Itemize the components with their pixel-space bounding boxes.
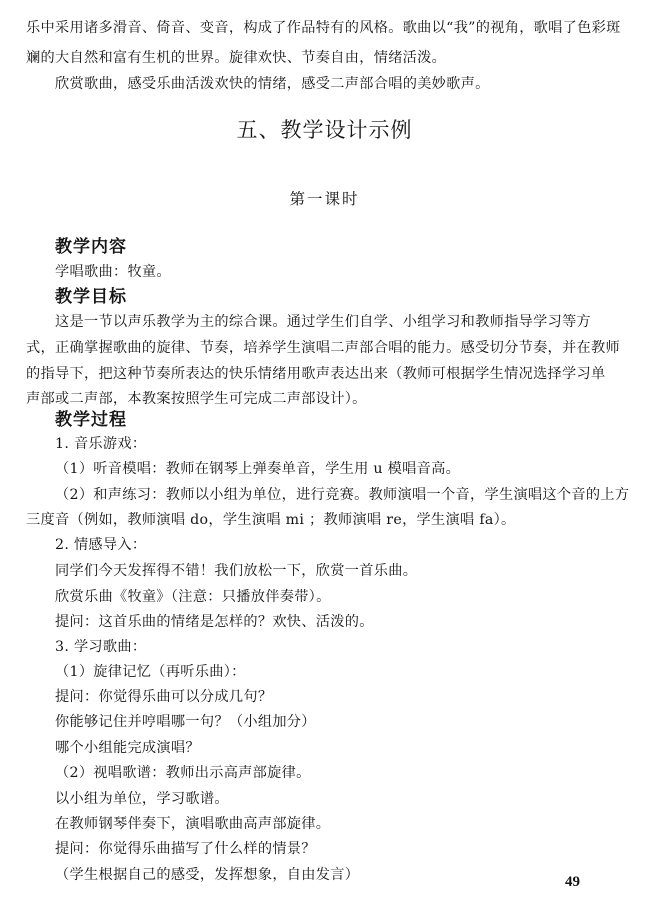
process-line-1: 1. 音乐游戏： [55,436,147,452]
process-line-9: 3. 学习歌曲： [55,639,147,655]
process-line-10: （1）旋律记忆（再听乐曲）： [55,664,246,680]
process-line-12: 你能够记住并哼唱哪一句？（小组加分） [55,714,316,730]
process-line-8: 提问：这首乐曲的情绪是怎样的？欢快、活泼的。 [55,614,374,630]
process-line-18: （学生根据自己的感受，发挥想象，自由发言） [55,867,360,883]
goals-line-4: 声部或二声部，本教案按照学生可完成二声部设计）。 [26,391,367,407]
process-line-5: 2. 情感导入： [55,537,147,553]
process-heading: 教学过程 [55,410,127,430]
process-line-17: 提问：你觉得乐曲描写了什么样的情景？ [55,841,316,857]
goals-heading: 教学目标 [55,287,127,307]
intro-line-3: 欣赏歌曲，感受乐曲活泼欢快的情绪，感受二声部合唱的美妙歌声。 [55,76,490,92]
intro-line-2: 斓的大自然和富有生机的世界。旋律欢快、节奏自由，情绪活泼。 [26,50,447,66]
process-line-15: 以小组为单位，学习歌谱。 [55,791,229,807]
goals-line-2: 式，正确掌握歌曲的旋律、节奏，培养学生演唱二声部合唱的能力。感受切分节奏，并在教师 [26,340,620,356]
page-number: 49 [565,874,580,890]
section-title: 五、教学设计示例 [236,118,413,142]
process-line-14: （2）视唱歌谱：教师出示高声部旋律。 [55,765,311,781]
process-line-4: 三度音（例如，教师演唱 do，学生演唱 mi ；教师演唱 re，学生演唱 fa）。 [26,512,516,528]
process-line-2: （1）听音模唱：教师在钢琴上弹奏单音，学生用 u 模唱音高。 [55,461,461,477]
process-line-7: 欣赏乐曲《牧童》（注意：只播放伴奏带）。 [55,589,331,605]
process-line-13: 哪个小组能完成演唱？ [55,740,200,756]
process-line-16: 在教师钢琴伴奏下，演唱歌曲高声部旋律。 [55,816,331,832]
goals-line-3: 的指导下，把这种节奏所表达的快乐情绪用歌声表达出来（教师可根据学生情况选择学习单 [26,366,606,382]
lesson-title: 第一课时 [289,190,360,208]
intro-line-1: 乐中采用诸多滑音、倚音、变音，构成了作品特有的风格。歌曲以“我”的视角，歌唱了色彩斑 [26,20,621,36]
process-line-6: 同学们今天发挥得不错！我们放松一下，欣赏一首乐曲。 [55,563,418,579]
goals-line-1: 这是一节以声乐教学为主的综合课。通过学生们自学、小组学习和教师指导学习等方 [55,314,592,330]
process-line-11: 提问：你觉得乐曲可以分成几句？ [55,689,273,705]
process-line-3: （2）和声练习：教师以小组为单位，进行竞赛。教师演唱一个音，学生演唱这个音的上方 [55,487,630,503]
content-heading: 教学内容 [55,237,127,257]
content-text: 学唱歌曲：牧童。 [55,264,171,280]
